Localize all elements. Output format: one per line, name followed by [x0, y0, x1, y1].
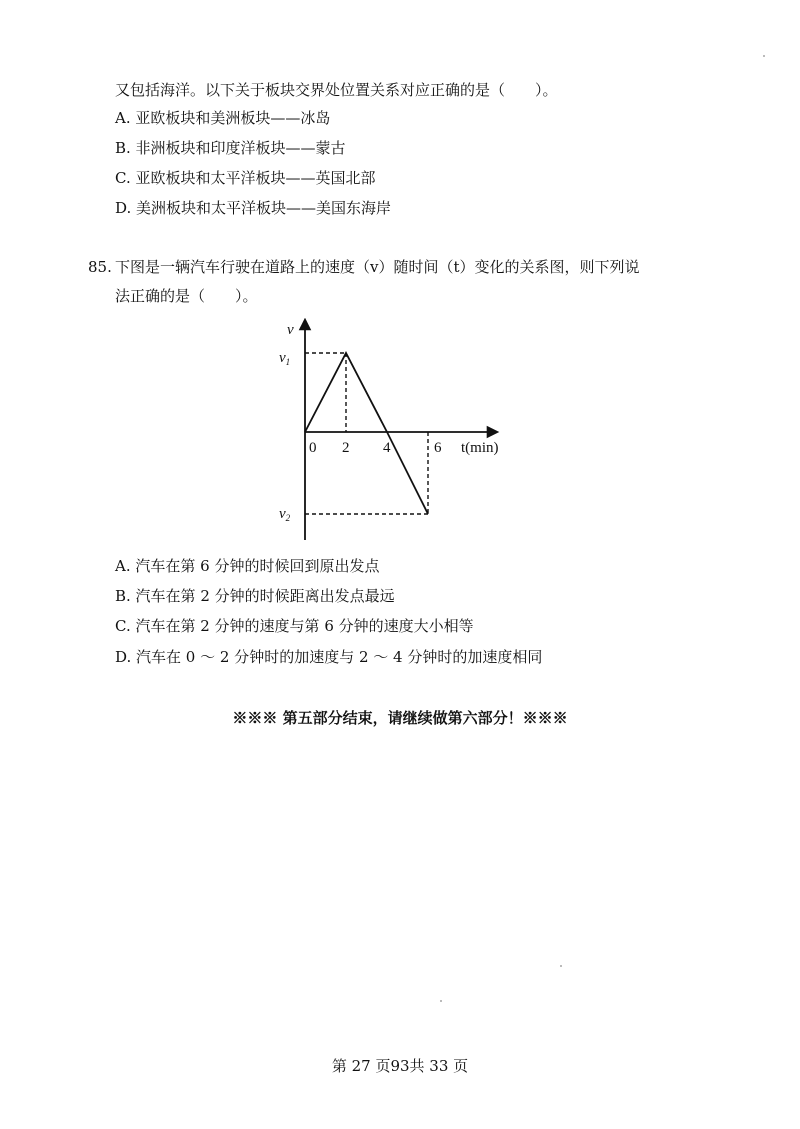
- q85-option-b: B. 汽车在第 2 分钟的时候距离出发点最远: [115, 587, 395, 605]
- q84-option-d: D. 美洲板块和太平洋板块——美国东海岸: [115, 199, 392, 217]
- section-end-note: ※※※ 第五部分结束，请继续做第六部分！※※※: [232, 709, 568, 727]
- q85-option-d: D. 汽车在 0 ～ 2 分钟时的加速度与 2 ～ 4 分钟时的加速度相同: [115, 648, 543, 666]
- scan-speck: [560, 965, 562, 967]
- x-tick-label-0: 0: [309, 440, 317, 456]
- x-axis-label: t(min): [461, 440, 499, 456]
- q85-option-a: A. 汽车在第 6 分钟的时候回到原出发点: [115, 557, 380, 575]
- velocity-time-chart: [275, 318, 515, 540]
- q85-number: 85.: [88, 258, 112, 276]
- x-tick-label-2: 2: [342, 440, 350, 456]
- q85-stem-line1: 下图是一辆汽车行驶在道路上的速度（v）随时间（t）变化的关系图，则下列说: [115, 258, 640, 276]
- velocity-time-chart-svg: [275, 318, 515, 540]
- q85-stem-line2: 法正确的是（ ）。: [115, 287, 258, 305]
- x-tick-label-4: 4: [383, 440, 391, 456]
- q84-option-a: A. 亚欧板块和美洲板块——冰岛: [115, 109, 331, 127]
- q84-option-c: C. 亚欧板块和太平洋板块——英国北部: [115, 169, 376, 187]
- v2-label: $v_2$: [279, 506, 291, 523]
- v1-label: $v_1$: [279, 350, 291, 367]
- q85-option-c: C. 汽车在第 2 分钟的速度与第 6 分钟的速度大小相等: [115, 617, 474, 635]
- x-tick-label-6: 6: [434, 440, 442, 456]
- y-axis-label: v: [287, 322, 294, 338]
- q84-stem-tail: 又包括海洋。以下关于板块交界处位置关系对应正确的是（ ）。: [115, 81, 558, 99]
- scan-speck: [763, 55, 765, 57]
- scan-speck: [440, 1000, 442, 1002]
- q84-option-b: B. 非洲板块和印度洋板块——蒙古: [115, 139, 346, 157]
- velocity-line: [305, 353, 428, 514]
- page-number: 第 27 页93共 33 页: [331, 1057, 469, 1075]
